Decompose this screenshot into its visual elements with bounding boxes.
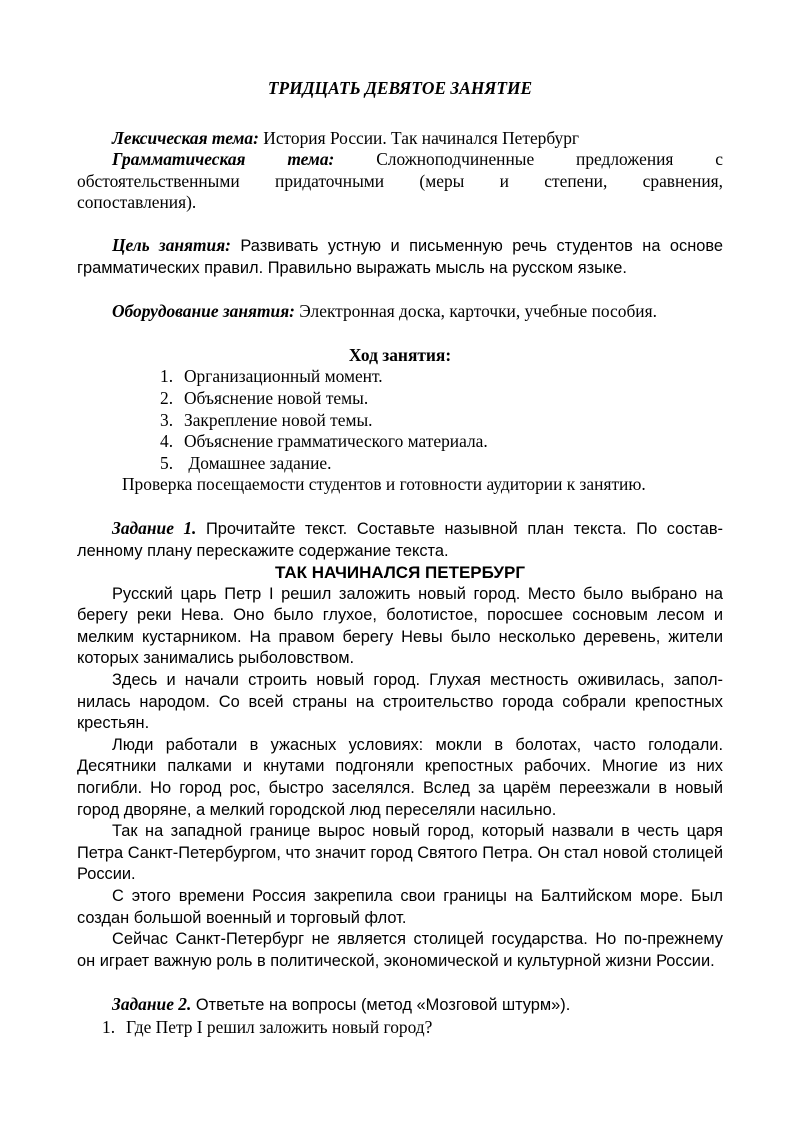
step-number: 1. [160,366,174,387]
step-number: 5. [160,452,174,473]
document-page [77,78,723,1039]
grammar-theme-line1 [77,149,723,171]
list-item [102,1017,723,1039]
task1-text1: Прочитайте текст. Составьте назывной план текста. По состав- [196,519,723,538]
task2-text: Ответьте на вопросы (метод «Мозговой штурм»). [191,996,571,1015]
task2 [77,994,723,1017]
list-item [160,388,723,410]
story-paragraph: Так на западной границе вырос новый город, который назвали в честь царя Петра Санкт-Петербургом, что значит город Святого Петра. Он стал новой столицей России. [77,822,723,884]
lesson-goal-text: Развивать устную и письменную речь студентов на основе грамматических правил. Правильно выражать мысль на русском языке. [77,236,723,277]
task1-line1 [77,518,723,541]
step-number: 2. [160,387,174,408]
lesson-title: ТРИДЦАТЬ ДЕВЯТОЕ ЗАНЯТИЕ [267,78,533,98]
step-text: Объяснение грамматического материала. [184,431,488,452]
story-paragraph: Сейчас Санкт-Петербург не является столицей государства. Но по-прежнему он играет важную роль в политической, экономической и культурной жизни России. [77,930,723,970]
story-paragraph: Здесь и начали строить новый город. Глухая местность оживилась, запол-нилась народом. Со всей страны на строительство города собрали крепостных крестьян. [77,671,723,733]
step-number: 3. [160,409,174,430]
course-steps [77,366,723,474]
task1-label: Задание 1. [112,517,197,538]
lesson-goal-label: Цель занятия: [112,234,231,255]
list-item [160,431,723,453]
task1 [77,518,723,562]
lexical-theme-label: Лексическая тема: [112,127,259,148]
step-text: Объяснение новой темы. [184,387,369,408]
step-text: Домашнее задание. [184,452,332,473]
grammar-theme-line3: сопоставления). [77,192,197,213]
grammar-theme-line2: обстоятельственными придаточными (меры и степени, сравнения, [77,170,723,191]
task1-line2: ленному плану перескажите содержание текста. [77,541,449,560]
step-text: Организационный момент. [184,366,383,387]
attendance-check: Проверка посещаемости студентов и готовности аудитории к занятию. [122,474,646,495]
questions-list [77,1017,723,1039]
lesson-equipment-text: Электронная доска, карточки, учебные пособия. [294,301,657,322]
list-item [160,453,723,475]
list-item [160,366,723,388]
story-title: ТАК НАЧИНАЛСЯ ПЕТЕРБУРГ [275,563,525,583]
course-heading: Ход занятия: [348,344,452,365]
lexical-theme-text: История России. Так начинался Петербург [258,127,580,148]
step-text: Закрепление новой темы. [184,409,373,430]
question-text: Где Петр I решил заложить новый город? [126,1016,433,1037]
grammar-theme [77,149,723,214]
lesson-equipment-label: Оборудование занятия: [112,301,295,322]
story-paragraph: С этого времени Россия закрепила свои границы на Балтийском море. Был создан большой военный и торговый флот. [77,887,723,927]
task2-label: Задание 2. [112,994,192,1015]
step-number: 4. [160,431,174,452]
story-paragraph: Люди работали в ужасных условиях: мокли в болотах, часто голодали. Десятники палками и кнутами подгоняли крепостных рабочих. Многие из них погибли. Но город рос, быстро заселялся. Вслед за царём переезжали в новый город дворяне, а мелкий городской люд переселяли насильно. [77,735,723,819]
grammar-theme-label: Грамматическая тема: [112,149,335,170]
lesson-goal [77,235,723,279]
lesson-equipment [77,301,723,323]
story-paragraph: Русский царь Петр I решил заложить новый город. Место было выбрано на берегу реки Нева. Оно было глухое, болотистое, поросшее сосновым лесом и мелким кустарником. На правом берегу Невы было несколько деревень, жители которых занимались рыболовством. [77,584,723,668]
list-item [160,410,723,432]
lexical-theme [77,128,723,150]
story-text [77,584,723,973]
grammar-theme-text1: Сложноподчиненные предложения с [376,149,723,170]
question-number: 1. [102,1016,116,1037]
